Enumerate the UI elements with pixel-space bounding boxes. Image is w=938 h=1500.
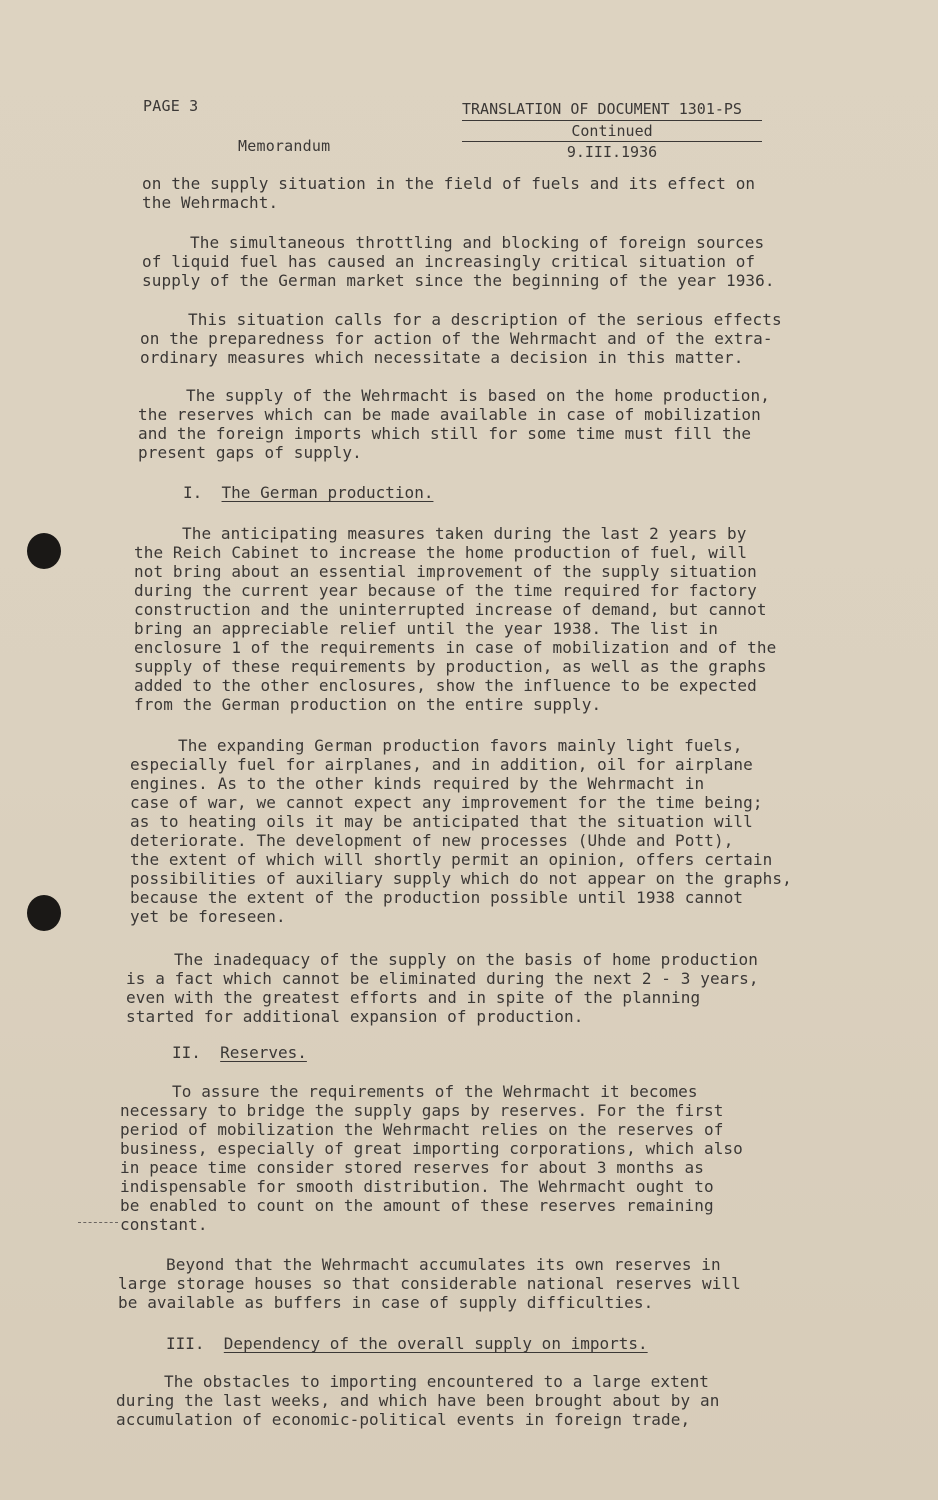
memo-label: Memorandum [238, 137, 331, 155]
section-title: The German production. [221, 483, 434, 502]
text-line: as to heating oils it may be anticipated that the situation will [130, 812, 753, 831]
translation-title: TRANSLATION OF DOCUMENT 1301-PS [462, 100, 762, 121]
text-line: This situation calls for a description of the serious effects [188, 310, 782, 329]
text-line: accumulation of economic-political events in foreign trade, [116, 1410, 691, 1429]
text-line: ordinary measures which necessitate a decision in this matter. [140, 348, 744, 367]
text-line: the Reich Cabinet to increase the home production of fuel, will [134, 543, 748, 562]
text-line: The obstacles to importing encountered to a large extent [164, 1372, 710, 1391]
section-title: Reserves. [220, 1043, 307, 1062]
text-line: construction and the uninterrupted increase of demand, but cannot [134, 600, 767, 619]
text-line: The expanding German production favors mainly light fuels, [178, 736, 743, 755]
section-heading-3 [166, 1334, 648, 1353]
text-line: supply of the German market since the beginning of the year 1936. [142, 271, 775, 290]
text-line: during the current year because of the time required for factory [134, 581, 757, 600]
text-line: in peace time consider stored reserves for about 3 months as [120, 1158, 704, 1177]
intro-paragraph [142, 174, 755, 212]
translation-header [462, 100, 762, 161]
section-number: II. [172, 1043, 201, 1062]
text-line: period of mobilization the Wehrmacht relies on the reserves of [120, 1120, 724, 1139]
page-number: PAGE 3 [143, 97, 199, 115]
text-line: be available as buffers in case of supply difficulties. [118, 1293, 654, 1312]
text-line: the extent of which will shortly permit an opinion, offers certain [130, 850, 773, 869]
text-line: deteriorate. The development of new processes (Uhde and Pott), [130, 831, 734, 850]
text-line: on the supply situation in the field of fuels and its effect on [142, 174, 756, 193]
section-heading-1 [183, 483, 433, 502]
paragraph-3 [138, 386, 770, 462]
punch-hole-bottom [27, 895, 61, 931]
text-line: To assure the requirements of the Wehrmacht it becomes [172, 1082, 698, 1101]
text-line: present gaps of supply. [138, 443, 362, 462]
text-line: is a fact which cannot be eliminated during the next 2 - 3 years, [126, 969, 759, 988]
text-line: constant. [120, 1215, 208, 1234]
text-line: added to the other enclosures, show the influence to be expected [134, 676, 757, 695]
text-line: during the last weeks, and which have been brought about by an [116, 1391, 720, 1410]
section-heading-2 [172, 1043, 307, 1062]
text-line: especially fuel for airplanes, and in addition, oil for airplane [130, 755, 753, 774]
text-line: because the extent of the production possible until 1938 cannot [130, 888, 744, 907]
text-line: The anticipating measures taken during the last 2 years by [182, 524, 747, 543]
paragraph-1 [142, 233, 775, 290]
text-line: of liquid fuel has caused an increasingly critical situation of [142, 252, 756, 271]
section-title: Dependency of the overall supply on imports. [223, 1334, 648, 1353]
text-line: the Wehrmacht. [142, 193, 279, 212]
section-number: III. [166, 1334, 205, 1353]
punch-hole-top [27, 533, 61, 569]
text-line: necessary to bridge the supply gaps by reserves. For the first [120, 1101, 724, 1120]
paragraph-8 [118, 1255, 741, 1312]
text-line: the reserves which can be made available in case of mobilization [138, 405, 761, 424]
text-line: large storage houses so that considerable national reserves will [118, 1274, 741, 1293]
text-line: Beyond that the Wehrmacht accumulates its own reserves in [166, 1255, 721, 1274]
text-line: bring an appreciable relief until the year 1938. The list in [134, 619, 718, 638]
document-date: 9.III.1936 [462, 141, 762, 161]
section-number: I. [183, 483, 203, 502]
paragraph-6 [126, 950, 759, 1026]
paragraph-5 [130, 736, 792, 926]
text-line: and the foreign imports which still for some time must fill the [138, 424, 752, 443]
text-line: on the preparedness for action of the Wehrmacht and of the extra- [140, 329, 773, 348]
text-line: yet be foreseen. [130, 907, 286, 926]
paragraph-2 [140, 310, 782, 367]
text-line: enclosure 1 of the requirements in case of mobilization and of the [134, 638, 777, 657]
text-line: started for additional expansion of production. [126, 1007, 584, 1026]
text-line: supply of these requirements by production, as well as the graphs [134, 657, 767, 676]
text-line: even with the greatest efforts and in spite of the planning [126, 988, 701, 1007]
paragraph-4 [134, 524, 776, 714]
text-line: The simultaneous throttling and blocking of foreign sources [190, 233, 765, 252]
text-line: engines. As to the other kinds required by the Wehrmacht in [130, 774, 705, 793]
text-line: The inadequacy of the supply on the basis of home production [174, 950, 758, 969]
text-line: The supply of the Wehrmacht is based on the home production, [186, 386, 770, 405]
text-line: case of war, we cannot expect any improvement for the time being; [130, 793, 763, 812]
paragraph-7 [120, 1082, 743, 1234]
text-line: be enabled to count on the amount of these reserves remaining [120, 1196, 714, 1215]
text-line: not bring about an essential improvement of the supply situation [134, 562, 757, 581]
paragraph-9 [116, 1372, 719, 1429]
pencil-mark [78, 1222, 118, 1223]
text-line: business, especially of great importing corporations, which also [120, 1139, 743, 1158]
text-line: possibilities of auxiliary supply which do not appear on the graphs, [130, 869, 792, 888]
text-line: indispensable for smooth distribution. The Wehrmacht ought to [120, 1177, 714, 1196]
text-line: from the German production on the entire supply. [134, 695, 602, 714]
continued-label: Continued [571, 122, 653, 140]
